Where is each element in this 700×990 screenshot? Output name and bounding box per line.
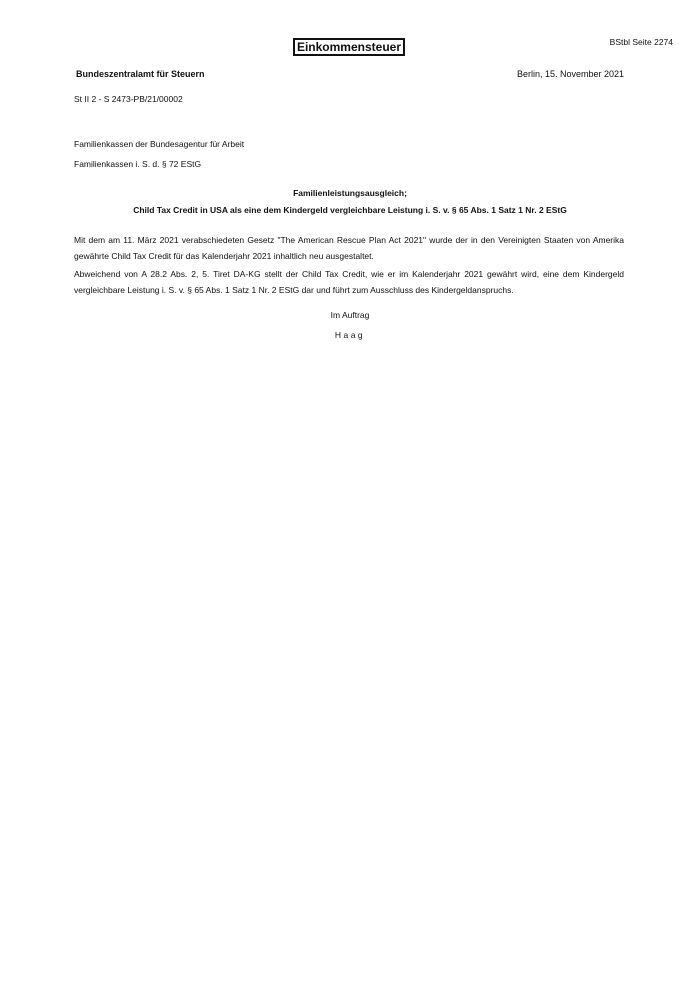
subject-heading: Child Tax Credit in USA als eine dem Kindergeld vergleichbare Leistung i. S. v. § 65 Abs. 1 Satz 1 Nr. 2 EStG — [133, 205, 567, 215]
body-paragraph: Abweichend von A 28.2 Abs. 2, 5. Tiret DA-KG stellt der Child Tax Credit, wie er im Kalenderjahr 2021 gewährt wird, eine dem Kindergeld vergleichbare Leistung i. S. v. § 65 Abs. 1 Satz 1 Nr. 2 EStG dar und führt zum Ausschluss des Kindergeldanspruchs. — [74, 269, 624, 295]
recipient-line: Familienkassen i. S. d. § 72 EStG — [74, 159, 202, 169]
subject-heading: Familienleistungsausgleich; — [293, 188, 407, 198]
file-reference: St II 2 - S 2473-PB/21/00002 — [74, 94, 183, 104]
place-date: Berlin, 15. November 2021 — [516, 69, 624, 79]
recipient-line: Familienkassen der Bundesagentur für Arbeit — [74, 139, 245, 149]
document-category-box: Einkommensteuer — [293, 38, 405, 56]
body-paragraph: Mit dem am 11. März 2021 verabschiedeten Gesetz "The American Rescue Plan Act 2021" wurde der in den Vereinigten Staaten von Amerika gewährte Child Tax Credit für das Kalenderjahr 2021 inhaltlich neu ausgestaltet. — [74, 235, 624, 261]
sender-authority: Bundeszentralamt für Steuern — [76, 69, 205, 79]
signature-name: Haag — [334, 330, 366, 340]
closing-phrase: Im Auftrag — [330, 310, 370, 320]
page-reference: BStbl Seite 2274 — [609, 37, 673, 47]
